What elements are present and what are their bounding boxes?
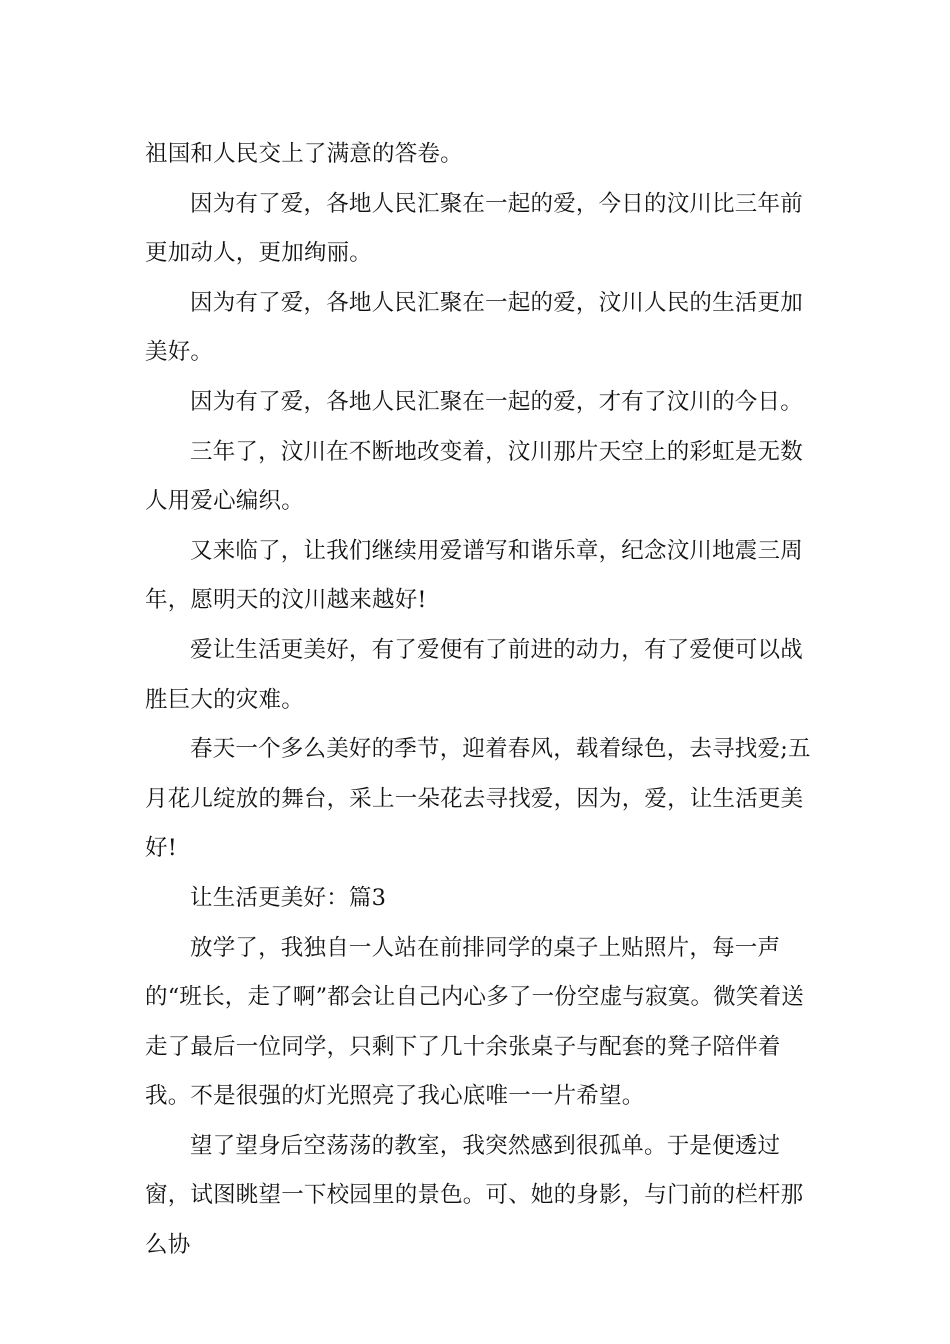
paragraph-8: 春天一个多么美好的季节，迎着春风，载着绿色，去寻找爱;五月花儿绽放的舞台，采上一朵花去寻找爱，因为，爱，让生活更美好! bbox=[145, 736, 811, 862]
paragraph-2: 因为有了爱，各地人民汇聚在一起的爱，今日的汶川比三年前更加动人，更加绚丽。 bbox=[145, 190, 803, 267]
paragraph-7: 爱让生活更美好，有了爱便有了前进的动力，有了爱便可以战胜巨大的灾难。 bbox=[145, 636, 803, 713]
paragraph-9: 放学了，我独自一人站在前排同学的桌子上贴照片，每一声的“班长，走了啊”都会让自己内心多了一份空虚与寂寞。微笑着送走了最后一位同学，只剩下了几十余张桌子与配套的凳子陪伴着我。不是很强的灯光照亮了我心底唯一一片希望。 bbox=[145, 934, 805, 1110]
paragraph-1: 祖国和人民交上了满意的答卷。 bbox=[145, 141, 463, 167]
paragraph-5: 三年了，汶川在不断地改变着，汶川那片天空上的彩虹是无数人用爱心编织。 bbox=[145, 438, 803, 515]
paragraph-3: 因为有了爱，各地人民汇聚在一起的爱，汶川人民的生活更加美好。 bbox=[145, 289, 803, 366]
section-heading: 让生活更美好：篇3 bbox=[190, 884, 387, 911]
document-body bbox=[145, 130, 825, 1271]
paragraph-10: 望了望身后空荡荡的教室，我突然感到很孤单。于是便透过窗，试图眺望一下校园里的景色。可、她的身影，与门前的栏杆那么协 bbox=[145, 1132, 804, 1259]
paragraph-6: 又来临了，让我们继续用爱谱写和谐乐章，纪念汶川地震三周年，愿明天的汶川越来越好! bbox=[145, 537, 803, 614]
paragraph-4: 因为有了爱，各地人民汇聚在一起的爱，才有了汶川的今日。 bbox=[190, 388, 803, 415]
